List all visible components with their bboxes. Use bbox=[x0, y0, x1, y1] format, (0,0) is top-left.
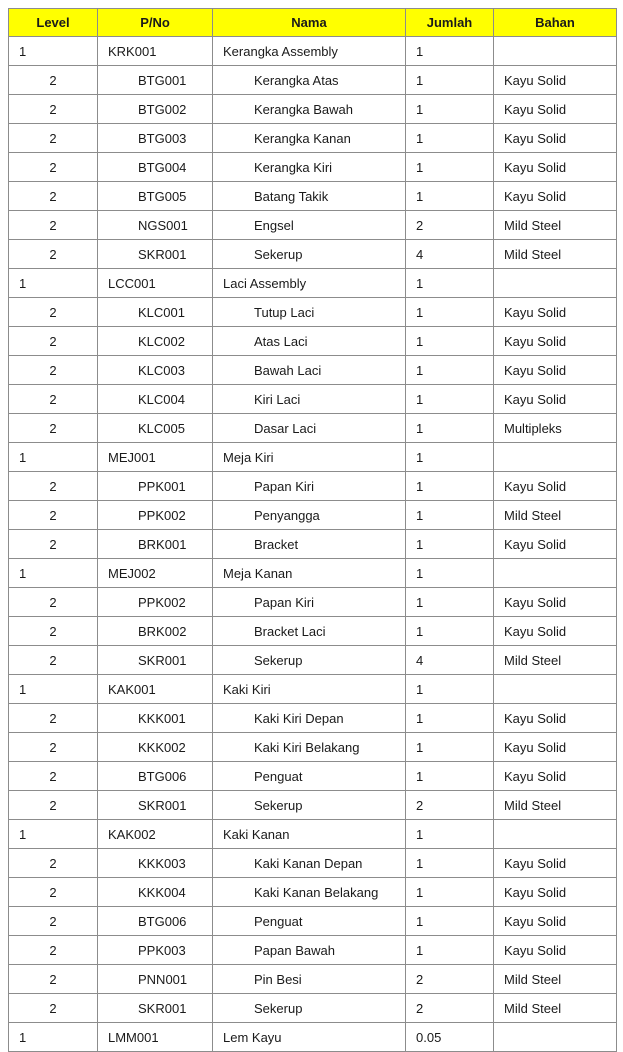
cell-level: 2 bbox=[9, 66, 98, 95]
cell-nama: Kerangka Kanan bbox=[213, 124, 406, 153]
cell-bahan bbox=[494, 269, 617, 298]
cell-level: 2 bbox=[9, 95, 98, 124]
table-row bbox=[9, 182, 617, 211]
cell-level: 2 bbox=[9, 762, 98, 791]
cell-jumlah: 1 bbox=[406, 501, 494, 530]
cell-pno: PPK003 bbox=[98, 936, 213, 965]
cell-nama: Batang Takik bbox=[213, 182, 406, 211]
cell-pno: SKR001 bbox=[98, 646, 213, 675]
cell-pno: BTG004 bbox=[98, 153, 213, 182]
table-body bbox=[9, 37, 617, 1052]
header-bahan: Bahan bbox=[494, 9, 617, 37]
cell-level: 2 bbox=[9, 907, 98, 936]
cell-jumlah: 4 bbox=[406, 240, 494, 269]
cell-nama: Sekerup bbox=[213, 240, 406, 269]
cell-nama: Meja Kiri bbox=[213, 443, 406, 472]
table-row bbox=[9, 559, 617, 588]
cell-jumlah: 1 bbox=[406, 95, 494, 124]
cell-nama: Penguat bbox=[213, 907, 406, 936]
table-row bbox=[9, 617, 617, 646]
cell-bahan: Kayu Solid bbox=[494, 66, 617, 95]
table-row bbox=[9, 414, 617, 443]
cell-jumlah: 1 bbox=[406, 617, 494, 646]
cell-jumlah: 1 bbox=[406, 588, 494, 617]
cell-nama: Dasar Laci bbox=[213, 414, 406, 443]
cell-level: 2 bbox=[9, 385, 98, 414]
cell-jumlah: 1 bbox=[406, 762, 494, 791]
cell-pno: KLC003 bbox=[98, 356, 213, 385]
cell-bahan: Kayu Solid bbox=[494, 530, 617, 559]
cell-pno: KKK004 bbox=[98, 878, 213, 907]
cell-jumlah: 2 bbox=[406, 211, 494, 240]
cell-pno: SKR001 bbox=[98, 994, 213, 1023]
cell-level: 2 bbox=[9, 472, 98, 501]
cell-pno: LMM001 bbox=[98, 1023, 213, 1052]
cell-jumlah: 1 bbox=[406, 66, 494, 95]
cell-level: 2 bbox=[9, 153, 98, 182]
cell-bahan: Kayu Solid bbox=[494, 733, 617, 762]
table-row bbox=[9, 907, 617, 936]
cell-jumlah: 2 bbox=[406, 791, 494, 820]
table-row bbox=[9, 704, 617, 733]
cell-level: 2 bbox=[9, 414, 98, 443]
cell-pno: BTG006 bbox=[98, 762, 213, 791]
table-row bbox=[9, 66, 617, 95]
table-header bbox=[9, 9, 617, 37]
table-row bbox=[9, 878, 617, 907]
cell-pno: KLC002 bbox=[98, 327, 213, 356]
table-row bbox=[9, 356, 617, 385]
cell-pno: BTG006 bbox=[98, 907, 213, 936]
cell-bahan bbox=[494, 559, 617, 588]
cell-jumlah: 1 bbox=[406, 443, 494, 472]
cell-pno: PPK002 bbox=[98, 588, 213, 617]
cell-nama: Penguat bbox=[213, 762, 406, 791]
cell-level: 2 bbox=[9, 965, 98, 994]
cell-bahan: Mild Steel bbox=[494, 240, 617, 269]
cell-pno: LCC001 bbox=[98, 269, 213, 298]
cell-jumlah: 1 bbox=[406, 907, 494, 936]
cell-pno: MEJ001 bbox=[98, 443, 213, 472]
cell-bahan: Kayu Solid bbox=[494, 153, 617, 182]
cell-nama: Kiri Laci bbox=[213, 385, 406, 414]
cell-bahan: Mild Steel bbox=[494, 965, 617, 994]
cell-level: 2 bbox=[9, 791, 98, 820]
cell-nama: Papan Kiri bbox=[213, 588, 406, 617]
cell-bahan bbox=[494, 820, 617, 849]
table-row bbox=[9, 1023, 617, 1052]
cell-bahan: Kayu Solid bbox=[494, 385, 617, 414]
table-row bbox=[9, 733, 617, 762]
table-row bbox=[9, 820, 617, 849]
cell-pno: MEJ002 bbox=[98, 559, 213, 588]
table-row bbox=[9, 37, 617, 66]
table-row bbox=[9, 994, 617, 1023]
cell-bahan: Kayu Solid bbox=[494, 588, 617, 617]
cell-bahan bbox=[494, 675, 617, 704]
cell-nama: Papan Kiri bbox=[213, 472, 406, 501]
cell-bahan: Kayu Solid bbox=[494, 617, 617, 646]
cell-jumlah: 0.05 bbox=[406, 1023, 494, 1052]
cell-jumlah: 1 bbox=[406, 675, 494, 704]
table-row bbox=[9, 646, 617, 675]
cell-nama: Sekerup bbox=[213, 994, 406, 1023]
cell-bahan: Kayu Solid bbox=[494, 878, 617, 907]
cell-level: 2 bbox=[9, 298, 98, 327]
cell-jumlah: 2 bbox=[406, 994, 494, 1023]
table-row bbox=[9, 298, 617, 327]
header-nama: Nama bbox=[213, 9, 406, 37]
cell-pno: BTG002 bbox=[98, 95, 213, 124]
table-row bbox=[9, 588, 617, 617]
cell-jumlah: 1 bbox=[406, 327, 494, 356]
cell-pno: PPK001 bbox=[98, 472, 213, 501]
cell-nama: Kerangka Assembly bbox=[213, 37, 406, 66]
cell-pno: KAK001 bbox=[98, 675, 213, 704]
cell-bahan: Mild Steel bbox=[494, 211, 617, 240]
cell-bahan: Kayu Solid bbox=[494, 182, 617, 211]
cell-bahan: Kayu Solid bbox=[494, 124, 617, 153]
header-pno: P/No bbox=[98, 9, 213, 37]
cell-pno: KLC004 bbox=[98, 385, 213, 414]
cell-nama: Kaki Kiri Depan bbox=[213, 704, 406, 733]
cell-level: 1 bbox=[9, 559, 98, 588]
cell-pno: NGS001 bbox=[98, 211, 213, 240]
cell-nama: Engsel bbox=[213, 211, 406, 240]
table-row bbox=[9, 385, 617, 414]
cell-nama: Bawah Laci bbox=[213, 356, 406, 385]
cell-level: 2 bbox=[9, 501, 98, 530]
cell-jumlah: 1 bbox=[406, 820, 494, 849]
cell-pno: BTG005 bbox=[98, 182, 213, 211]
cell-pno: KAK002 bbox=[98, 820, 213, 849]
cell-level: 2 bbox=[9, 530, 98, 559]
cell-nama: Bracket bbox=[213, 530, 406, 559]
cell-level: 2 bbox=[9, 878, 98, 907]
cell-level: 2 bbox=[9, 936, 98, 965]
cell-bahan: Kayu Solid bbox=[494, 356, 617, 385]
cell-nama: Kerangka Kiri bbox=[213, 153, 406, 182]
cell-nama: Atas Laci bbox=[213, 327, 406, 356]
cell-pno: KKK001 bbox=[98, 704, 213, 733]
table-row bbox=[9, 269, 617, 298]
cell-nama: Sekerup bbox=[213, 791, 406, 820]
cell-nama: Pin Besi bbox=[213, 965, 406, 994]
table-row bbox=[9, 95, 617, 124]
cell-level: 2 bbox=[9, 646, 98, 675]
cell-jumlah: 1 bbox=[406, 182, 494, 211]
cell-pno: PNN001 bbox=[98, 965, 213, 994]
cell-level: 2 bbox=[9, 327, 98, 356]
cell-pno: BTG001 bbox=[98, 66, 213, 95]
cell-bahan: Mild Steel bbox=[494, 501, 617, 530]
cell-bahan: Mild Steel bbox=[494, 646, 617, 675]
cell-jumlah: 1 bbox=[406, 385, 494, 414]
cell-bahan: Kayu Solid bbox=[494, 95, 617, 124]
cell-bahan: Kayu Solid bbox=[494, 298, 617, 327]
cell-level: 2 bbox=[9, 704, 98, 733]
cell-jumlah: 4 bbox=[406, 646, 494, 675]
cell-pno: KLC001 bbox=[98, 298, 213, 327]
table-row bbox=[9, 965, 617, 994]
bom-table bbox=[8, 8, 617, 1052]
cell-bahan: Kayu Solid bbox=[494, 472, 617, 501]
cell-jumlah: 1 bbox=[406, 153, 494, 182]
cell-jumlah: 1 bbox=[406, 733, 494, 762]
cell-bahan: Multipleks bbox=[494, 414, 617, 443]
cell-level: 2 bbox=[9, 733, 98, 762]
cell-level: 1 bbox=[9, 820, 98, 849]
cell-jumlah: 1 bbox=[406, 559, 494, 588]
cell-bahan: Kayu Solid bbox=[494, 762, 617, 791]
table-row bbox=[9, 501, 617, 530]
header-jumlah: Jumlah bbox=[406, 9, 494, 37]
cell-level: 1 bbox=[9, 1023, 98, 1052]
cell-pno: SKR001 bbox=[98, 791, 213, 820]
cell-bahan: Kayu Solid bbox=[494, 907, 617, 936]
cell-jumlah: 1 bbox=[406, 530, 494, 559]
cell-level: 2 bbox=[9, 588, 98, 617]
table-row bbox=[9, 211, 617, 240]
table-row bbox=[9, 153, 617, 182]
cell-level: 1 bbox=[9, 37, 98, 66]
table-row bbox=[9, 327, 617, 356]
table-row bbox=[9, 762, 617, 791]
cell-jumlah: 1 bbox=[406, 356, 494, 385]
cell-nama: Penyangga bbox=[213, 501, 406, 530]
cell-pno: BRK001 bbox=[98, 530, 213, 559]
cell-level: 2 bbox=[9, 124, 98, 153]
cell-level: 2 bbox=[9, 617, 98, 646]
cell-jumlah: 1 bbox=[406, 414, 494, 443]
table-row bbox=[9, 124, 617, 153]
cell-level: 2 bbox=[9, 849, 98, 878]
cell-pno: KKK003 bbox=[98, 849, 213, 878]
cell-pno: SKR001 bbox=[98, 240, 213, 269]
cell-pno: KRK001 bbox=[98, 37, 213, 66]
cell-jumlah: 1 bbox=[406, 124, 494, 153]
table-row bbox=[9, 530, 617, 559]
cell-bahan bbox=[494, 443, 617, 472]
cell-nama: Kerangka Atas bbox=[213, 66, 406, 95]
cell-nama: Kaki Kanan Belakang bbox=[213, 878, 406, 907]
cell-bahan: Kayu Solid bbox=[494, 704, 617, 733]
cell-nama: Kaki Kanan bbox=[213, 820, 406, 849]
cell-nama: Meja Kanan bbox=[213, 559, 406, 588]
cell-level: 2 bbox=[9, 356, 98, 385]
cell-nama: Lem Kayu bbox=[213, 1023, 406, 1052]
cell-level: 2 bbox=[9, 211, 98, 240]
cell-bahan bbox=[494, 37, 617, 66]
cell-bahan: Mild Steel bbox=[494, 994, 617, 1023]
cell-bahan: Kayu Solid bbox=[494, 936, 617, 965]
cell-jumlah: 1 bbox=[406, 269, 494, 298]
cell-nama: Kaki Kanan Depan bbox=[213, 849, 406, 878]
header-level: Level bbox=[9, 9, 98, 37]
cell-jumlah: 1 bbox=[406, 298, 494, 327]
table-row bbox=[9, 443, 617, 472]
cell-jumlah: 1 bbox=[406, 37, 494, 66]
table-row bbox=[9, 675, 617, 704]
cell-pno: PPK002 bbox=[98, 501, 213, 530]
cell-jumlah: 1 bbox=[406, 849, 494, 878]
cell-pno: KKK002 bbox=[98, 733, 213, 762]
cell-nama: Kaki Kiri Belakang bbox=[213, 733, 406, 762]
cell-nama: Sekerup bbox=[213, 646, 406, 675]
cell-bahan: Kayu Solid bbox=[494, 849, 617, 878]
table-row bbox=[9, 936, 617, 965]
cell-nama: Bracket Laci bbox=[213, 617, 406, 646]
cell-nama: Laci Assembly bbox=[213, 269, 406, 298]
cell-nama: Kaki Kiri bbox=[213, 675, 406, 704]
cell-jumlah: 1 bbox=[406, 936, 494, 965]
table-row bbox=[9, 472, 617, 501]
table-row bbox=[9, 849, 617, 878]
cell-level: 2 bbox=[9, 182, 98, 211]
table-row bbox=[9, 791, 617, 820]
cell-level: 2 bbox=[9, 994, 98, 1023]
table-row bbox=[9, 240, 617, 269]
cell-level: 2 bbox=[9, 240, 98, 269]
cell-pno: BTG003 bbox=[98, 124, 213, 153]
cell-level: 1 bbox=[9, 443, 98, 472]
cell-jumlah: 1 bbox=[406, 878, 494, 907]
cell-bahan: Mild Steel bbox=[494, 791, 617, 820]
cell-jumlah: 1 bbox=[406, 472, 494, 501]
cell-bahan: Kayu Solid bbox=[494, 327, 617, 356]
cell-pno: BRK002 bbox=[98, 617, 213, 646]
cell-level: 1 bbox=[9, 269, 98, 298]
cell-jumlah: 2 bbox=[406, 965, 494, 994]
cell-nama: Tutup Laci bbox=[213, 298, 406, 327]
cell-level: 1 bbox=[9, 675, 98, 704]
cell-bahan bbox=[494, 1023, 617, 1052]
cell-nama: Papan Bawah bbox=[213, 936, 406, 965]
header-row bbox=[9, 9, 617, 37]
cell-pno: KLC005 bbox=[98, 414, 213, 443]
cell-nama: Kerangka Bawah bbox=[213, 95, 406, 124]
cell-jumlah: 1 bbox=[406, 704, 494, 733]
